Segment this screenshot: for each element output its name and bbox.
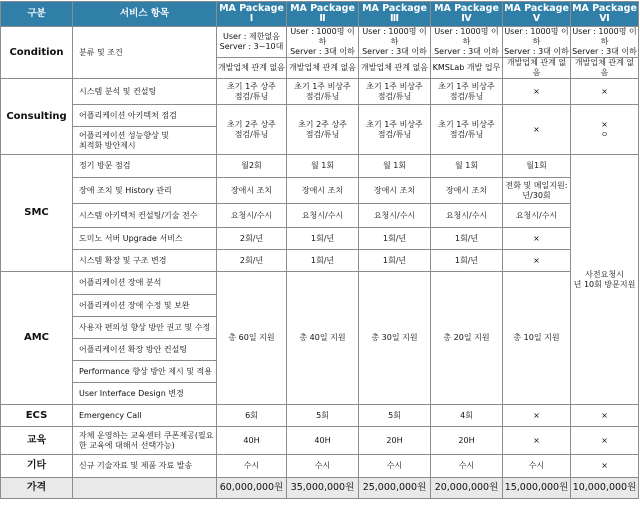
smc-cell: 장애시 조치: [359, 178, 431, 204]
service-cell: 시스템 분석 및 컨설팅: [73, 79, 217, 105]
table-row: [1, 228, 639, 250]
price-cell: 20,000,000원: [431, 478, 503, 499]
smc-cell: 장애시 조치: [287, 178, 359, 204]
consulting-cell: 초기 1주 비상주 점검/튜닝: [431, 105, 503, 155]
smc-cell: 요청시/수시: [431, 204, 503, 228]
category-condition: Condition: [1, 27, 73, 79]
ecs-cell: 5회: [359, 405, 431, 427]
service-cell: 사용자 편의성 향상 방안 권고 및 수정: [73, 317, 217, 339]
smc-cell: 월 1회: [287, 155, 359, 178]
smc-cell: 1회/년: [431, 228, 503, 250]
condition-cell-p1: User : 제한없음 Server : 3~10대: [217, 27, 287, 58]
service-cell: 장애 조치 및 History 관리: [73, 178, 217, 204]
smc-cell: ×: [503, 228, 571, 250]
service-cell: 시스템 확장 및 구조 변경: [73, 250, 217, 272]
ecs-cell: 4회: [431, 405, 503, 427]
condition-cell-p3: User : 1000명 이하 Server : 3대 이하: [359, 27, 431, 58]
amc-cell: 총 40일 지원: [287, 272, 359, 405]
etc-cell: 수시: [359, 455, 431, 478]
etc-cell: 수시: [217, 455, 287, 478]
service-cell: 어플리케이션 확장 방안 컨설팅: [73, 339, 217, 361]
price-cell: 10,000,000원: [571, 478, 639, 499]
table-row: [1, 405, 639, 427]
price-cell: 15,000,000원: [503, 478, 571, 499]
condition-cell-p6: User : 1000명 이하 Server : 3대 이하: [572, 27, 637, 56]
etc-cell: 수시: [503, 455, 571, 478]
smc-cell: 장애시 조치: [431, 178, 503, 204]
condition-cell-p4: User : 1000명 이하 Server : 3대 이하: [431, 27, 503, 58]
ecs-cell: ×: [503, 405, 571, 427]
education-cell: ×: [503, 427, 571, 455]
smc-cell: 요청시/수시: [359, 204, 431, 228]
consulting-cell: ×: [571, 79, 639, 105]
consulting-cell: 초기 1주 비상주 점검/튜닝: [287, 79, 359, 105]
header-service: 서비스 항목: [73, 2, 217, 27]
header-category: 구분: [1, 2, 73, 27]
category-etc: 기타: [1, 455, 73, 478]
smc-cell: 월2회: [217, 155, 287, 178]
service-cell: User Interface Design 변경: [73, 383, 217, 405]
ecs-cell: 6회: [217, 405, 287, 427]
smc-cell: 월 1회: [359, 155, 431, 178]
service-cell: 어플리케이션 장애 수정 및 보완: [73, 295, 217, 317]
condition-cell-p2: User : 1000명 이하 Server : 3대 이하: [287, 27, 359, 58]
consulting-cell: 초기 1주 비상주 점검/튜닝: [359, 105, 431, 155]
service-cell: 신규 기술자료 및 제품 자료 발송: [73, 455, 217, 478]
header-package-2: MA Package Ⅱ: [287, 2, 359, 27]
price-cell: 35,000,000원: [287, 478, 359, 499]
smc-cell: 2회/년: [217, 250, 287, 272]
table-row: [1, 455, 639, 478]
smc-cell: 전화 및 메일지원: 년/30회: [503, 178, 571, 204]
price-row: [1, 478, 639, 499]
condition-dev-p1: 개발업체 관계 없음: [217, 58, 287, 79]
service-cell: 도미노 서버 Upgrade 서비스: [73, 228, 217, 250]
education-cell: 20H: [431, 427, 503, 455]
smc-cell: 장애시 조치: [217, 178, 287, 204]
smc-cell: 1회/년: [287, 228, 359, 250]
etc-cell: ×: [571, 455, 639, 478]
etc-cell: 수시: [287, 455, 359, 478]
amc-cell: 총 30일 지원: [359, 272, 431, 405]
condition-dev-p4: KMSLab 개발 업무: [431, 58, 503, 79]
consulting-cell: 초기 2주 상주 점검/튜닝: [217, 105, 287, 155]
header-row: [1, 2, 639, 27]
consulting-cell: 초기 1주 비상주 점검/튜닝: [431, 79, 503, 105]
consulting-cell: × ㅇ: [571, 105, 639, 155]
category-education: 교육: [1, 427, 73, 455]
etc-cell: 수시: [431, 455, 503, 478]
category-smc: SMC: [1, 155, 73, 272]
consulting-cell: ×: [503, 105, 571, 155]
condition-dev-p6: 개발업체 관계 없음: [571, 58, 639, 79]
smc-cell: 요청시/수시: [217, 204, 287, 228]
ecs-cell: 5회: [287, 405, 359, 427]
smc-cell: ×: [503, 250, 571, 272]
service-cell: 어플리케이션 아키텍처 점검: [73, 105, 217, 127]
table-row: [1, 427, 639, 455]
table-row: [1, 204, 639, 228]
service-cell: 어플리케이션 장애 분석: [73, 272, 217, 295]
consulting-cell: 초기 2주 상주 점검/튜닝: [287, 105, 359, 155]
category-consulting: Consulting: [1, 79, 73, 155]
price-service-cell: [73, 478, 217, 499]
service-cell: 정기 방문 점검: [73, 155, 217, 178]
table-row: [1, 178, 639, 204]
amc-cell: 총 10일 지원: [503, 272, 571, 405]
consulting-cell: ×: [503, 79, 571, 105]
smc-cell: 월 1회: [431, 155, 503, 178]
smc-cell: 2회/년: [217, 228, 287, 250]
smc-cell: 1회/년: [287, 250, 359, 272]
header-package-1: MA Package Ⅰ: [217, 2, 287, 27]
table-row: [1, 272, 639, 295]
category-amc: AMC: [1, 272, 73, 405]
table-row: [1, 79, 639, 105]
table-row: [1, 155, 639, 178]
ecs-cell: ×: [571, 405, 639, 427]
smc-cell: 요청시/수시: [287, 204, 359, 228]
smc-amc-p6-cell: 사전요청시 년 10회 방문지원: [571, 155, 639, 405]
condition-dev-p5: 개발업체 관계 없음: [503, 58, 571, 79]
service-cell: Emergency Call: [73, 405, 217, 427]
header-package-6: MA Package Ⅵ: [571, 2, 639, 27]
smc-cell: 월1회: [503, 155, 571, 178]
header-package-3: MA Package Ⅲ: [359, 2, 431, 27]
smc-cell: 1회/년: [359, 228, 431, 250]
condition-dev-p2: 개발업체 관계 없음: [287, 58, 359, 79]
service-cell: 자체 운영하는 교육센터 쿠폰제공(필요한 교육에 대해서 선택가능): [73, 427, 217, 455]
education-cell: ×: [571, 427, 639, 455]
service-cell: 어플리케이션 성능향상 및 최적화 방안제시: [73, 127, 217, 155]
price-table: [0, 1, 639, 499]
header-package-5: MA Package Ⅴ: [503, 2, 571, 27]
amc-cell: 총 20일 지원: [431, 272, 503, 405]
price-cell: 25,000,000원: [359, 478, 431, 499]
education-cell: 40H: [217, 427, 287, 455]
table-row: [1, 27, 639, 58]
table-row: [1, 105, 639, 127]
service-cell: Performance 향상 방안 제시 및 적용: [73, 361, 217, 383]
price-cell: 60,000,000원: [217, 478, 287, 499]
condition-dev-p3: 개발업체 관계 없음: [359, 58, 431, 79]
service-cell: 분류 및 조건: [73, 27, 217, 79]
education-cell: 40H: [287, 427, 359, 455]
smc-cell: 1회/년: [359, 250, 431, 272]
service-cell: 시스템 아키텍처 컨설팅/기술 전수: [73, 204, 217, 228]
header-package-4: MA Package Ⅳ: [431, 2, 503, 27]
smc-cell: 1회/년: [431, 250, 503, 272]
education-cell: 20H: [359, 427, 431, 455]
smc-cell: 요청시/수시: [503, 204, 571, 228]
consulting-cell: 초기 1주 상주 점검/튜닝: [217, 79, 287, 105]
table-row: [1, 250, 639, 272]
category-price: 가격: [1, 478, 73, 499]
consulting-cell: 초기 1주 비상주 점검/튜닝: [359, 79, 431, 105]
amc-cell: 총 60일 지원: [217, 272, 287, 405]
category-ecs: ECS: [1, 405, 73, 427]
condition-cell-p5: User : 1000명 이하 Server : 3대 이하: [504, 27, 569, 56]
